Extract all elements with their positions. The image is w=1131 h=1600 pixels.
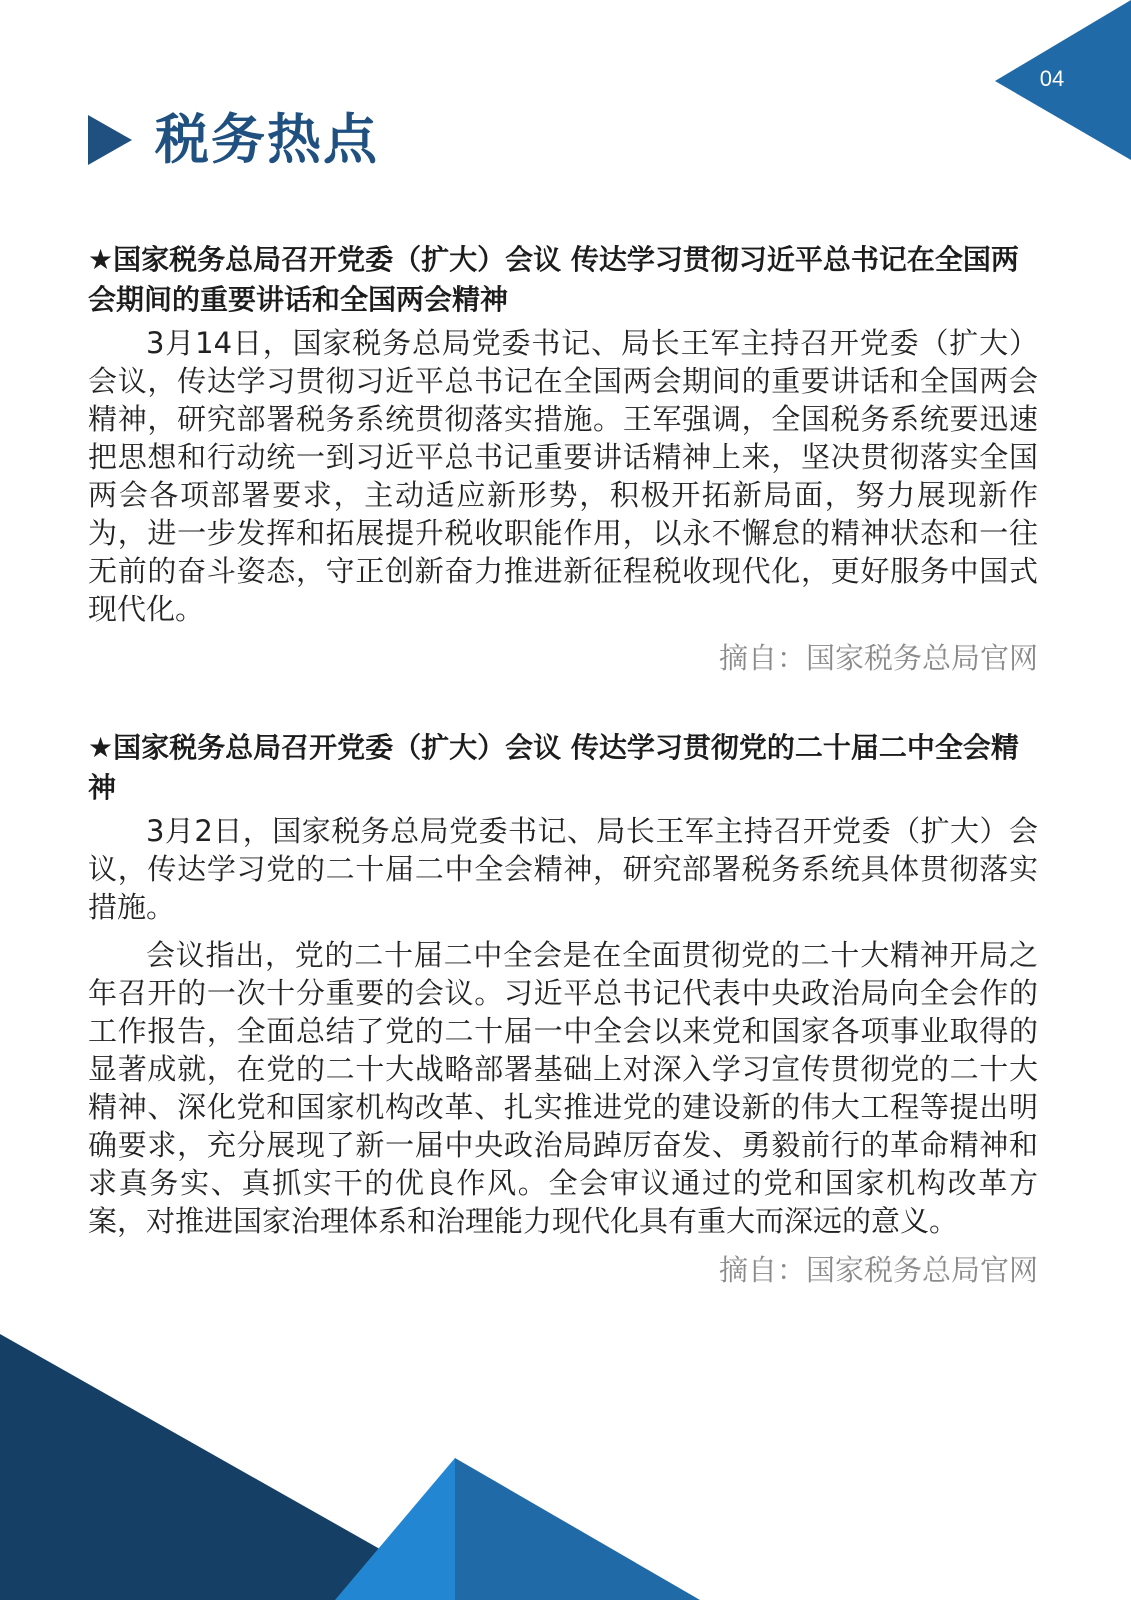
section-title: 税务热点 <box>155 108 379 171</box>
article-list <box>88 240 1038 1290</box>
article-item <box>88 728 1038 1290</box>
article-paragraph: 3月2日，国家税务总局党委书记、局长王军主持召开党委（扩大）会议，传达学习党的二十届二中全会精神，研究部署税务系统具体贯彻落实措施。 <box>88 814 1038 924</box>
bottom-triangle-mid <box>455 1458 700 1600</box>
article-paragraph: 3月14日，国家税务总局党委书记、局长王军主持召开党委（扩大）会议，传达学习贯彻习近平总书记在全国两会期间的重要讲话和全国两会精神，研究部署税务系统贯彻落实措施。王军强调，全国税务系统要迅速把思想和行动统一到习近平总书记重要讲话精神上来，坚决贯彻落实全国两会各项部署要求，主动适应新形势，积极开拓新局面，努力展现新作为，进一步发挥和拓展提升税收职能作用，以永不懈怠的精神状态和一往无前的奋斗姿态，守正创新奋力推进新征程税收现代化，更好服务中国式现代化。 <box>88 326 1038 626</box>
triangle-right-icon <box>88 115 132 165</box>
article-paragraph: 会议指出，党的二十届二中全会是在全面贯彻党的二十大精神开局之年召开的一次十分重要的会议。习近平总书记代表中央政治局向全会作的工作报告，全面总结了党的二十届一中全会以来党和国家各项事业取得的显著成就，在党的二十大战略部署基础上对深入学习宣传贯彻党的二十大精神、深化党和国家机构改革、扎实推进党的建设新的伟大工程等提出明确要求，充分展现了新一届中央政治局踔厉奋发、勇毅前行的革命精神和求真务实、真抓实干的优良作风。全会审议通过的党和国家机构改革方案，对推进国家治理体系和治理能力现代化具有重大而深远的意义。 <box>88 938 1038 1238</box>
article-source: 摘自：国家税务总局官网 <box>718 641 1038 675</box>
article-item <box>88 240 1038 678</box>
article-source: 摘自：国家税务总局官网 <box>718 1253 1038 1287</box>
page-number: 04 <box>1039 66 1065 91</box>
article-title: ★国家税务总局召开党委（扩大）会议 传达学习贯彻党的二十届二中全会精神 <box>88 731 1019 804</box>
article-title: ★国家税务总局召开党委（扩大）会议 传达学习贯彻习近平总书记在全国两会期间的重要讲话和全国两会精神 <box>88 243 1019 316</box>
